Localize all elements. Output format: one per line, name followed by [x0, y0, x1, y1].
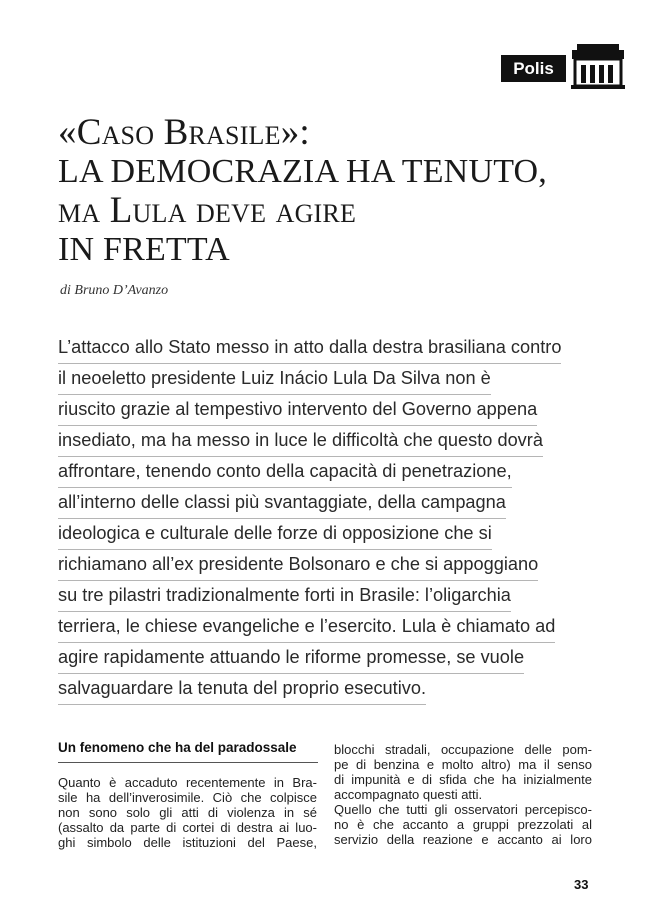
building-icon: [571, 43, 625, 89]
body-text-line: ghi simbolo delle istituzioni del Paese,: [58, 835, 317, 850]
lead-paragraph: [58, 333, 578, 705]
lead-line: salvaguardare la tenuta del proprio esecutivo.: [58, 674, 426, 705]
body-text-line: blocchi stradali, occupazione delle pom-: [334, 742, 592, 757]
title-line: ma Lula deve agire: [58, 190, 357, 231]
lead-line: terriera, le chiese evangeliche e l’esercito. Lula è chiamato ad: [58, 612, 555, 643]
body-text-line: (assalto da parte di cortei di destra ai luo-: [58, 820, 317, 835]
body-text-line: pe di benzina e molto altro) ma il senso: [334, 757, 592, 772]
body-text-line: non sono solo gli atti di violenza in sé: [58, 805, 317, 820]
body-text-line: servizio della reazione e accanto ai loro: [334, 832, 592, 847]
author-byline: di Bruno D’Avanzo: [60, 283, 169, 298]
body-text-line: accompagnato questi atti.: [334, 787, 483, 802]
lead-line: insediato, ma ha messo in luce le difficoltà che questo dovrà: [58, 426, 543, 457]
body-text-line: Quello che tutti gli osservatori percepisco-: [334, 802, 592, 817]
body-text-line: di impunità e di sfida che ha inizialmente: [334, 772, 592, 787]
lead-line: il neoeletto presidente Luiz Inácio Lula Da Silva non è: [58, 364, 491, 395]
lead-line: su tre pilastri tradizionalmente forti in Brasile: l’oligarchia: [58, 581, 511, 612]
body-text-line: sile ha dell’inverosimile. Ciò che colpisce: [58, 790, 317, 805]
lead-line: L’attacco allo Stato messo in atto dalla destra brasiliana contro: [58, 333, 561, 364]
title-line: LA DEMOCRAZIA HA TENUTO,: [58, 153, 548, 190]
title-line: «Caso Brasile»:: [58, 112, 310, 153]
lead-line: ideologica e culturale delle forze di opposizione che si: [58, 519, 492, 550]
section-badge: [501, 55, 566, 82]
lead-line: richiamano all’ex presidente Bolsonaro e che si appoggiano: [58, 550, 538, 581]
article-title: [58, 113, 618, 269]
title-line: IN FRETTA: [58, 231, 230, 268]
page-number: 33: [574, 877, 589, 892]
section-divider: [58, 762, 318, 763]
section-badge-label: Polis: [513, 58, 554, 78]
lead-line: riuscito grazie al tempestivo intervento del Governo appena: [58, 395, 537, 426]
lead-line: affrontare, tenendo conto della capacità di penetrazione,: [58, 457, 512, 488]
body-text-line: no è che accanto a gruppi prezzolati al: [334, 817, 592, 832]
lead-line: agire rapidamente attuando le riforme promesse, se vuole: [58, 643, 524, 674]
lead-line: all’interno delle classi più svantaggiate, della campagna: [58, 488, 506, 519]
body-text-line: Quanto è accaduto recentemente in Bra-: [58, 775, 317, 790]
section-heading: Un fenomeno che ha del paradossale: [58, 740, 297, 755]
